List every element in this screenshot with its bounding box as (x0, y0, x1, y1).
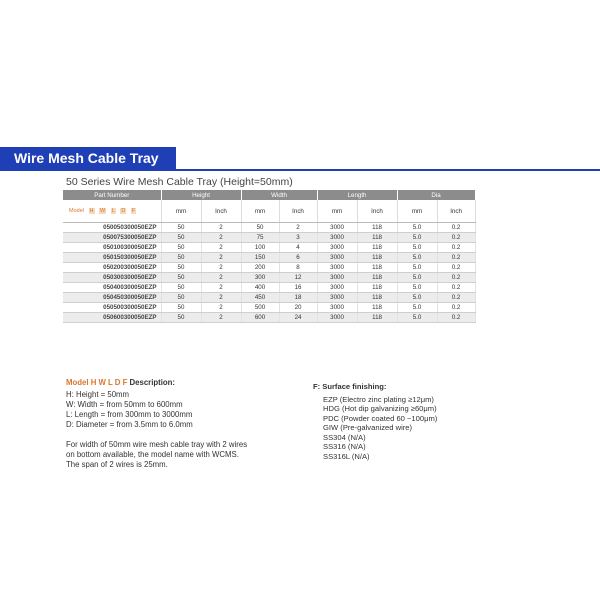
value-cell: 24 (279, 313, 317, 323)
value-cell: 50 (161, 233, 201, 243)
value-cell: 2 (279, 223, 317, 233)
table-row (63, 293, 475, 303)
value-cell: 0.2 (437, 253, 475, 263)
unit-cell: Inch (201, 200, 241, 223)
header-length: Length (317, 190, 397, 200)
value-cell: 450 (241, 293, 279, 303)
value-cell: 2 (201, 223, 241, 233)
unit-cell: Inch (437, 200, 475, 223)
value-cell: 3000 (317, 243, 357, 253)
value-cell: 5.0 (397, 233, 437, 243)
banner-rule (0, 169, 600, 171)
description-line: W: Width = from 50mm to 600mm (66, 400, 183, 409)
value-cell: 100 (241, 243, 279, 253)
table-row (63, 263, 475, 273)
part-number-cell: 050300300050EZP (63, 273, 161, 283)
value-cell: 118 (357, 243, 397, 253)
finishing-item: SS316 (N/A) (323, 442, 366, 451)
unit-cell: mm (397, 200, 437, 223)
banner-title: Wire Mesh Cable Tray (14, 150, 159, 166)
unit-cell: mm (241, 200, 279, 223)
unit-cell: Inch (357, 200, 397, 223)
group-header-row (63, 190, 475, 200)
header-height: Height (161, 190, 241, 200)
value-cell: 0.2 (437, 273, 475, 283)
value-cell: 3000 (317, 253, 357, 263)
value-cell: 4 (279, 243, 317, 253)
value-cell: 5.0 (397, 283, 437, 293)
value-cell: 3000 (317, 233, 357, 243)
model-label: Model (69, 208, 84, 214)
part-number-cell: 050200300050EZP (63, 263, 161, 273)
value-cell: 118 (357, 253, 397, 263)
model-letter-d: D (121, 208, 126, 214)
value-cell: 0.2 (437, 223, 475, 233)
value-cell: 0.2 (437, 283, 475, 293)
value-cell: 2 (201, 273, 241, 283)
value-cell: 3000 (317, 303, 357, 313)
value-cell: 118 (357, 273, 397, 283)
note-line: For width of 50mm wire mesh cable tray with 2 wires (66, 440, 248, 449)
description-label: Description: (129, 378, 176, 387)
table-row (63, 243, 475, 253)
value-cell: 2 (201, 263, 241, 273)
value-cell: 400 (241, 283, 279, 293)
part-number-cell: 050100300050EZP (63, 243, 161, 253)
value-cell: 50 (161, 293, 201, 303)
value-cell: 50 (241, 223, 279, 233)
value-cell: 12 (279, 273, 317, 283)
value-cell: 3000 (317, 293, 357, 303)
finishing-item: GIW (Pre-galvanized wire) (323, 423, 413, 432)
value-cell: 50 (161, 253, 201, 263)
value-cell: 118 (357, 313, 397, 323)
model-code: Model H W L D F (66, 378, 128, 387)
unit-cell: mm (161, 200, 201, 223)
table-row (63, 233, 475, 243)
value-cell: 0.2 (437, 243, 475, 253)
model-letter-h: H (89, 208, 94, 214)
value-cell: 5.0 (397, 253, 437, 263)
value-cell: 3000 (317, 223, 357, 233)
value-cell: 200 (241, 263, 279, 273)
value-cell: 500 (241, 303, 279, 313)
value-cell: 0.2 (437, 293, 475, 303)
value-cell: 118 (357, 263, 397, 273)
spec-table (63, 190, 476, 323)
value-cell: 5.0 (397, 243, 437, 253)
value-cell: 50 (161, 303, 201, 313)
part-number-cell: 050150300050EZP (63, 253, 161, 263)
part-number-cell: 050450300050EZP (63, 293, 161, 303)
table-row (63, 313, 475, 323)
value-cell: 16 (279, 283, 317, 293)
value-cell: 5.0 (397, 303, 437, 313)
value-cell: 3000 (317, 313, 357, 323)
value-cell: 118 (357, 223, 397, 233)
value-cell: 75 (241, 233, 279, 243)
value-cell: 2 (201, 283, 241, 293)
part-number-cell: 050075300050EZP (63, 233, 161, 243)
unit-cell: Inch (279, 200, 317, 223)
note-line: on bottom available, the model name with WCMS. (66, 450, 239, 459)
value-cell: 2 (201, 233, 241, 243)
value-cell: 3000 (317, 283, 357, 293)
value-cell: 5.0 (397, 273, 437, 283)
value-cell: 5.0 (397, 223, 437, 233)
section-banner (0, 147, 600, 172)
value-cell: 118 (357, 303, 397, 313)
value-cell: 5.0 (397, 263, 437, 273)
header-dia: Dia (397, 190, 475, 200)
value-cell: 0.2 (437, 303, 475, 313)
description-heading (66, 378, 247, 388)
value-cell: 0.2 (437, 313, 475, 323)
value-cell: 2 (201, 303, 241, 313)
description-line: H: Height = 50mm (66, 390, 130, 399)
value-cell: 50 (161, 263, 201, 273)
value-cell: 300 (241, 273, 279, 283)
value-cell: 5.0 (397, 293, 437, 303)
model-letter-l: L (111, 208, 115, 214)
surface-finishing-block (313, 382, 437, 461)
table-row (63, 273, 475, 283)
value-cell: 20 (279, 303, 317, 313)
model-letter-f: F (131, 208, 136, 214)
part-number-cell: 050050300050EZP (63, 223, 161, 233)
header-width: Width (241, 190, 317, 200)
unit-cell: mm (317, 200, 357, 223)
value-cell: 3000 (317, 263, 357, 273)
value-cell: 18 (279, 293, 317, 303)
part-number-cell: 050500300050EZP (63, 303, 161, 313)
value-cell: 2 (201, 313, 241, 323)
table-row (63, 253, 475, 263)
units-row (63, 200, 475, 223)
finishing-item: SS316L (N/A) (323, 451, 370, 461)
value-cell: 118 (357, 233, 397, 243)
value-cell: 150 (241, 253, 279, 263)
finishing-item: SS304 (N/A) (323, 432, 366, 442)
value-cell: 2 (201, 253, 241, 263)
value-cell: 50 (161, 283, 201, 293)
finishing-item: PDC (Powder coated 60 ~100μm) (323, 413, 438, 423)
value-cell: 118 (357, 293, 397, 303)
value-cell: 50 (161, 273, 201, 283)
table-title: 50 Series Wire Mesh Cable Tray (Height=50mm) (66, 176, 293, 188)
value-cell: 50 (161, 223, 201, 233)
value-cell: 0.2 (437, 263, 475, 273)
note-line: The span of 2 wires is 25mm. (66, 460, 168, 469)
value-cell: 50 (161, 313, 201, 323)
value-cell: 118 (357, 283, 397, 293)
part-number-cell: 050600300050EZP (63, 313, 161, 323)
model-code-cell (63, 200, 161, 223)
finishing-item: HDG (Hot dip galvanizing ≥60μm) (323, 404, 437, 413)
value-cell: 600 (241, 313, 279, 323)
value-cell: 2 (201, 293, 241, 303)
model-letter-w: W (100, 208, 106, 214)
spec-table-body (63, 223, 475, 323)
table-row (63, 303, 475, 313)
value-cell: 3 (279, 233, 317, 243)
table-row (63, 223, 475, 233)
value-cell: 8 (279, 263, 317, 273)
value-cell: 0.2 (437, 233, 475, 243)
part-number-cell: 050400300050EZP (63, 283, 161, 293)
table-row (63, 283, 475, 293)
value-cell: 50 (161, 243, 201, 253)
description-line: L: Length = from 300mm to 3000mm (66, 410, 193, 419)
value-cell: 5.0 (397, 313, 437, 323)
header-part-number: Part Number (63, 190, 161, 200)
value-cell: 2 (201, 243, 241, 253)
description-line: D: Diameter = from 3.5mm to 6.0mm (66, 420, 193, 429)
value-cell: 3000 (317, 273, 357, 283)
description-block (66, 378, 247, 470)
value-cell: 6 (279, 253, 317, 263)
finishing-heading: F: Surface finishing: (313, 382, 387, 391)
finishing-item: EZP (Electro zinc plating ≥12μm) (323, 394, 434, 404)
